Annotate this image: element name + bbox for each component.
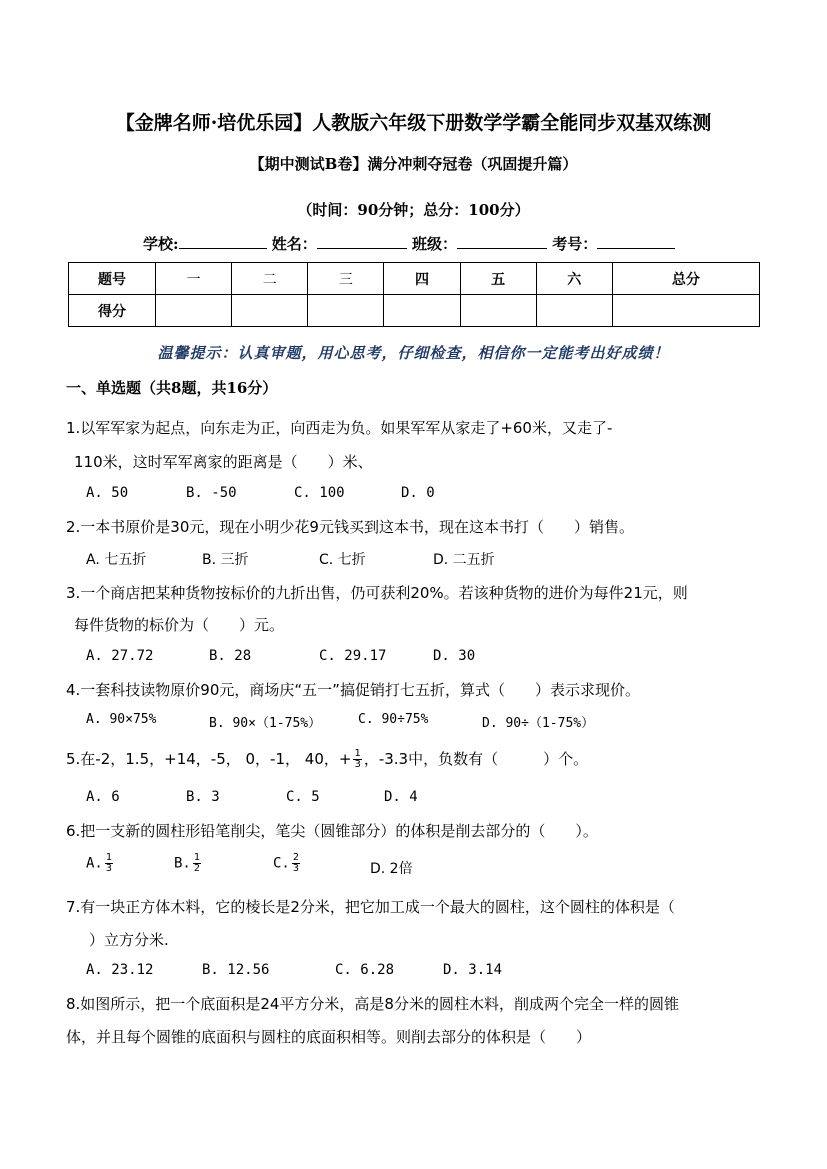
score-header-cell: 六: [536, 263, 612, 295]
option-b[interactable]: B. 三折: [202, 552, 249, 568]
fraction-one-third: [105, 853, 113, 874]
fraction-one-third: [353, 749, 361, 770]
question-7-line-1: 7.有一块正方体木料，它的棱长是2分米，把它加工成一个最大的圆柱，这个圆柱的体积是（: [66, 898, 675, 916]
fraction-denominator: 2: [193, 863, 200, 874]
score-header-cell: 一: [156, 263, 232, 295]
score-cell[interactable]: [156, 295, 232, 327]
option-d[interactable]: D. 二五折: [433, 552, 495, 568]
fraction-denominator: 3: [292, 863, 299, 874]
option-c[interactable]: C. 100: [294, 485, 345, 501]
score-cell[interactable]: [536, 295, 612, 327]
option-c-label: C.: [273, 855, 290, 872]
question-1-line-1: 1.以军军家为起点，向东走为正，向西走为负。如果军军从家走了+60米，又走了-: [66, 419, 613, 437]
option-a[interactable]: A. 23.12: [86, 962, 154, 978]
question-7-line-2: ）立方分米.: [74, 931, 169, 949]
fraction-numerator: 2: [292, 852, 299, 863]
fraction-numerator: 1: [354, 748, 361, 759]
section-heading: 一、单选题（共8题，共16分）: [66, 379, 278, 397]
question-5-line-1: [66, 748, 588, 770]
score-header-cell: 题号: [69, 263, 156, 295]
option-a-label: A.: [86, 855, 103, 872]
score-header-cell: 四: [384, 263, 460, 295]
option-a[interactable]: [86, 853, 115, 874]
question-3-line-2: 每件货物的标价为（ ）元。: [74, 616, 285, 634]
option-c[interactable]: C. 29.17: [319, 648, 387, 664]
score-cell[interactable]: [308, 295, 384, 327]
option-d[interactable]: D. 2倍: [370, 861, 413, 877]
exam-no-field[interactable]: [597, 233, 675, 249]
option-c[interactable]: C. 5: [286, 789, 320, 805]
school-field[interactable]: [179, 233, 267, 249]
student-info-row: [143, 233, 675, 254]
option-a[interactable]: A. 50: [86, 485, 129, 501]
score-table-score-row: [69, 295, 760, 327]
question-2-line-1: 2.一本书原价是30元，现在小明少花9元钱买到这本书，现在这本书打（ ）销售。: [66, 518, 634, 536]
document-subtitle: 【期中测试B卷】满分冲刺夺冠卷（巩固提升篇）: [249, 155, 578, 173]
score-cell[interactable]: [232, 295, 308, 327]
fraction-two-thirds: [292, 853, 300, 874]
score-cell[interactable]: [612, 295, 759, 327]
exam-time-info: （时间：90分钟；总分：100分）: [297, 201, 530, 219]
name-field[interactable]: [317, 233, 407, 249]
score-header-cell: 总分: [612, 263, 759, 295]
document-title: 【金牌名师·培优乐园】人教版六年级下册数学学霸全能同步双基双练测: [115, 112, 712, 134]
class-field[interactable]: [457, 233, 547, 249]
option-c[interactable]: C. 七折: [319, 552, 366, 568]
fraction-denominator: 3: [105, 863, 112, 874]
option-b[interactable]: B. 28: [209, 648, 252, 664]
option-a[interactable]: A. 6: [86, 789, 120, 805]
fraction-numerator: 1: [105, 852, 112, 863]
score-row-label: 得分: [69, 295, 156, 327]
score-cell[interactable]: [384, 295, 460, 327]
question-5-text-post: ，-3.3中，负数有（ ）个。: [363, 750, 589, 768]
option-d[interactable]: D. 90÷（1-75%）: [482, 716, 595, 731]
exam-no-label: 考号：: [552, 235, 598, 253]
option-d[interactable]: D. 0: [401, 485, 435, 501]
option-d[interactable]: D. 4: [384, 789, 418, 805]
option-b[interactable]: B. -50: [186, 485, 237, 501]
option-d[interactable]: D. 3.14: [443, 962, 503, 978]
fraction-denominator: 3: [354, 759, 361, 770]
school-label: 学校:: [143, 235, 179, 253]
option-b[interactable]: [174, 853, 203, 874]
option-c[interactable]: C. 6.28: [335, 962, 395, 978]
score-cell[interactable]: [460, 295, 536, 327]
question-4-line-1: 4.一套科技读物原价90元，商场庆“五一”搞促销打七五折，算式（ ）表示求现价。: [66, 681, 640, 699]
score-header-cell: 三: [308, 263, 384, 295]
class-label: 班级：: [412, 235, 458, 253]
option-a[interactable]: A. 27.72: [86, 648, 154, 664]
fraction-one-half: [193, 853, 201, 874]
question-1-line-2: 110米，这时军军离家的距离是（ ）米、: [74, 453, 373, 471]
warm-tip: 温馨提示：认真审题，用心思考，仔细检查，相信你一定能考出好成绩！: [157, 344, 670, 362]
score-header-cell: 二: [232, 263, 308, 295]
question-3-line-1: 3.一个商店把某种货物按标价的九折出售，仍可获利20%。若该种货物的进价为每件21元，则: [66, 584, 688, 602]
score-table-header-row: [69, 263, 760, 295]
score-table: [68, 262, 760, 327]
question-8-line-1: 8.如图所示，把一个底面积是24平方分米，高是8分米的圆柱木料，削成两个完全一样的圆锥: [66, 995, 679, 1013]
option-d[interactable]: D. 30: [433, 648, 476, 664]
name-label: 姓名：: [271, 235, 317, 253]
question-5-text-pre: 5.在-2，1.5，+14，-5， 0，-1， 40，+: [66, 750, 352, 768]
question-8-line-2: 体，并且每个圆锥的底面积与圆柱的底面积相等。则削去部分的体积是（ ）: [66, 1028, 592, 1046]
option-b-label: B.: [174, 855, 191, 872]
option-b[interactable]: B. 90×（1-75%）: [209, 716, 322, 731]
option-c[interactable]: C. 90÷75%: [358, 712, 429, 727]
option-b[interactable]: B. 3: [186, 789, 220, 805]
option-a[interactable]: A. 90×75%: [86, 712, 157, 727]
fraction-numerator: 1: [193, 852, 200, 863]
option-b[interactable]: B. 12.56: [202, 962, 270, 978]
option-c[interactable]: [273, 853, 302, 874]
score-header-cell: 五: [460, 263, 536, 295]
option-a[interactable]: A. 七五折: [86, 552, 147, 568]
question-6-line-1: 6.把一支新的圆柱形铅笔削尖，笔尖（圆锥部分）的体积是削去部分的（ ）。: [66, 822, 598, 840]
